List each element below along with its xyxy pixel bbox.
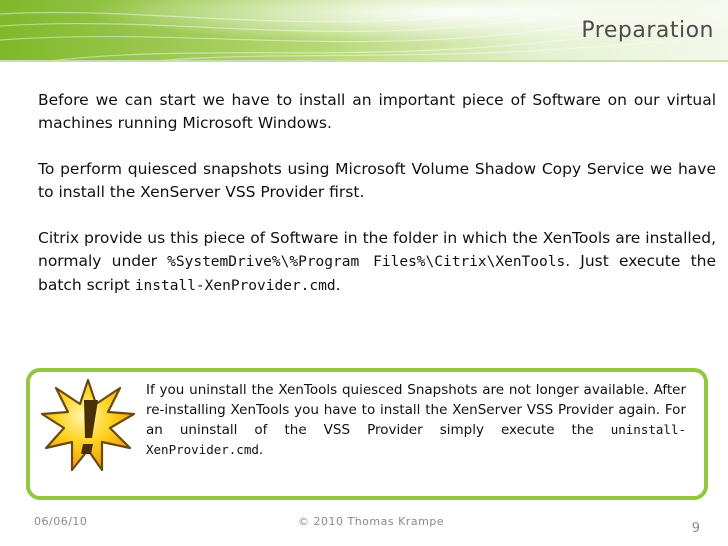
paragraph-location-text-1: Citrix provide us this piece of Software in the folder in which the XenTools are installed, normaly under	[38, 229, 716, 270]
warning-callout	[26, 368, 708, 500]
paragraph-location-text-2: . Just execute the batch script	[38, 252, 716, 294]
slide-body	[38, 89, 716, 298]
install-script-name: install-XenProvider.cmd	[134, 278, 336, 294]
warning-exclamation-icon	[40, 378, 136, 474]
page-number: 9	[691, 521, 700, 536]
callout-text-2: .	[258, 442, 264, 458]
callout-text	[146, 380, 686, 460]
paragraph-vss: To perform quiesced snapshots using Microsoft Volume Shadow Copy Service we have to install the XenServer VSS Provider first.	[38, 160, 716, 201]
footer-copyright: © 2010 Thomas Krampe	[298, 515, 445, 528]
paragraph-location-text-3: .	[335, 276, 341, 294]
callout-text-1: If you uninstall the XenTools quiesced Snapshots are not longer available. After re-installing XenTools you have to install the XenServer VSS Provider again. For an uninstall of the VSS Provider simply execute the	[146, 382, 686, 438]
paragraph-location	[38, 227, 716, 298]
install-path: %SystemDrive%\%Program Files%\Citrix\XenTools	[167, 254, 566, 270]
paragraph-intro: Before we can start we have to install an important piece of Software on our virtual machines running Microsoft Windows.	[38, 91, 716, 132]
slide-title: Preparation	[581, 18, 714, 43]
footer-date: 06/06/10	[34, 515, 88, 528]
uninstall-script-name: uninstall-XenProvider.cmd	[146, 422, 686, 457]
